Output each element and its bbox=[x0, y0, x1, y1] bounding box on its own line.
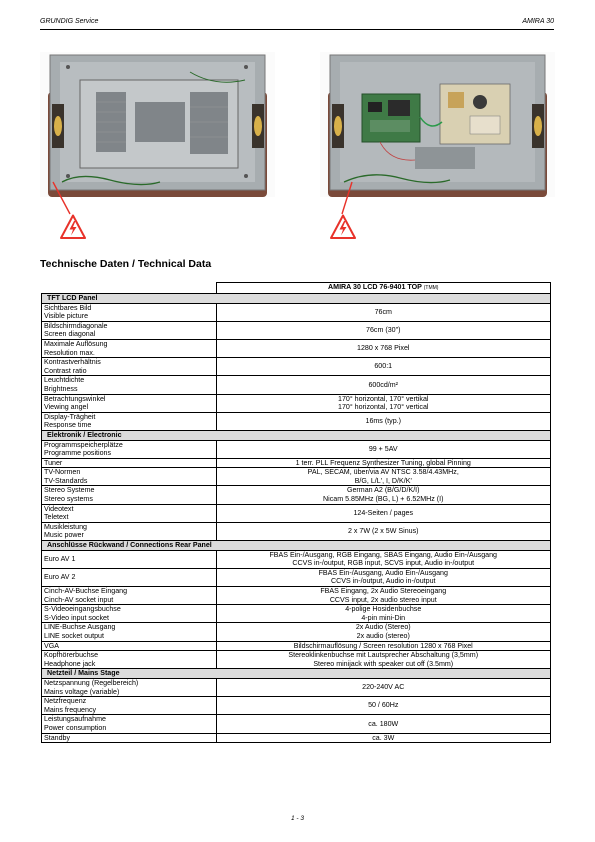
spec-value-line: 170° horizontal, 170° vertical bbox=[338, 403, 429, 412]
spec-row bbox=[42, 486, 551, 504]
spec-row bbox=[42, 504, 551, 522]
spec-value-line: Nicam 5.85MHz (BG, L) + 6.52MHz (I) bbox=[323, 495, 444, 504]
spec-label bbox=[42, 358, 217, 376]
section-header-row bbox=[42, 669, 551, 679]
spec-row bbox=[42, 651, 551, 669]
spec-value-line: 99 + 5AV bbox=[368, 444, 398, 453]
section-header-row bbox=[42, 541, 551, 551]
spec-label-line: Display-Trägheit bbox=[44, 412, 96, 421]
spec-value-line: FBAS Ein-/Ausgang, RGB Eingang, SBAS Eingang, Audio Ein-/Ausgang bbox=[269, 550, 498, 559]
spec-label-line: Music power bbox=[44, 531, 84, 540]
spec-row bbox=[42, 733, 551, 743]
spec-label-line: LINE socket output bbox=[44, 631, 104, 640]
spec-label-line: Tuner bbox=[44, 458, 63, 467]
spec-value bbox=[216, 522, 551, 540]
spec-label-line: Contrast ratio bbox=[44, 366, 87, 375]
spec-value bbox=[216, 697, 551, 715]
spec-value-line: 1280 x 768 Pixel bbox=[357, 344, 410, 353]
spec-value bbox=[216, 715, 551, 733]
spec-value-line: FBAS Eingang, 2x Audio Stereoeingang bbox=[320, 587, 447, 595]
spec-value bbox=[216, 651, 551, 669]
spec-label-line: TV-Normen bbox=[44, 468, 81, 477]
spec-label bbox=[42, 623, 217, 641]
spec-label-line: VGA bbox=[44, 641, 59, 650]
spec-label-line: Videotext bbox=[44, 504, 74, 513]
spec-value-line: Bildschirmauflösung / Screen resolution 1280 x 768 Pixel bbox=[293, 641, 473, 650]
spec-value-line: 2x Audio (Stereo) bbox=[355, 623, 411, 632]
section-title: Anschlüsse Rückwand / Connections Rear Panel bbox=[42, 541, 551, 551]
section-header-row bbox=[42, 430, 551, 440]
spec-row bbox=[42, 568, 551, 586]
spec-value bbox=[216, 550, 551, 568]
section-title: Netzteil / Mains Stage bbox=[42, 669, 551, 679]
spec-label bbox=[42, 568, 217, 586]
spec-value-line: 220-240V AC bbox=[362, 683, 405, 692]
spec-row bbox=[42, 394, 551, 412]
spec-label-line: Headphone jack bbox=[44, 659, 96, 668]
spec-label-line: LINE-Buchse Ausgang bbox=[44, 623, 116, 632]
high-voltage-warning-icon bbox=[330, 214, 356, 240]
spec-row bbox=[42, 358, 551, 376]
spec-label-line: Betrachtungswinkel bbox=[44, 394, 106, 403]
section-title: TFT LCD Panel bbox=[42, 294, 551, 304]
spec-label bbox=[42, 321, 217, 339]
technical-data-body bbox=[42, 283, 551, 743]
spec-row bbox=[42, 623, 551, 641]
spec-label bbox=[42, 641, 217, 651]
spec-label bbox=[42, 587, 217, 605]
spec-value bbox=[216, 339, 551, 357]
spec-label-line: S-Video input socket bbox=[44, 613, 109, 622]
spec-label-line: Netzfrequenz bbox=[44, 697, 87, 706]
spec-value-line: ca. 180W bbox=[368, 719, 399, 728]
spec-label bbox=[42, 303, 217, 321]
spec-value bbox=[216, 358, 551, 376]
spec-label bbox=[42, 605, 217, 623]
spec-value bbox=[216, 303, 551, 321]
spec-value-line: 600cd/m² bbox=[368, 380, 399, 389]
spec-label bbox=[42, 376, 217, 394]
spec-value-line: CCVS in-/output, Audio in-/output bbox=[331, 577, 436, 586]
spec-value-line: 16ms (typ.) bbox=[365, 417, 401, 426]
page-number: 1 - 3 bbox=[290, 815, 304, 822]
spec-row bbox=[42, 321, 551, 339]
spec-row bbox=[42, 440, 551, 458]
spec-label bbox=[42, 412, 217, 430]
spec-label-line: Standby bbox=[44, 733, 71, 742]
spec-label-line: Maximale Auflösung bbox=[44, 339, 108, 348]
spec-label bbox=[42, 394, 217, 412]
spec-row bbox=[42, 458, 551, 468]
spec-label-line: Resolution max. bbox=[44, 348, 95, 357]
spec-value bbox=[216, 641, 551, 651]
spec-label-line: Programmspeicherplätze bbox=[44, 440, 123, 449]
spec-value bbox=[216, 678, 551, 696]
model-header-row bbox=[42, 283, 551, 294]
spec-row bbox=[42, 339, 551, 357]
spec-value bbox=[216, 623, 551, 641]
spec-label bbox=[42, 651, 217, 669]
rear-view-photo-covered bbox=[40, 52, 275, 197]
spec-value bbox=[216, 458, 551, 468]
spec-label-line: Euro AV 1 bbox=[44, 554, 76, 563]
spec-value-line: 1 terr. PLL Frequenz Synthesizer Tuning, global Pinning bbox=[295, 458, 471, 467]
spec-value-line: 76cm (30") bbox=[366, 326, 401, 335]
spec-value bbox=[216, 468, 551, 486]
spec-value bbox=[216, 568, 551, 586]
spec-value-line: Stereo minijack with speaker cut off (3.5mm) bbox=[313, 659, 454, 668]
spec-label-line: Kopfhörerbuchse bbox=[44, 651, 99, 660]
spec-value bbox=[216, 605, 551, 623]
spec-label bbox=[42, 458, 217, 468]
spec-label-line: Cinch-AV-Buchse Eingang bbox=[44, 587, 128, 595]
spec-value-line: 124-Seiten / pages bbox=[353, 508, 414, 517]
header-rule bbox=[40, 29, 554, 30]
spec-label bbox=[42, 550, 217, 568]
spec-label-line: Musikleistung bbox=[44, 522, 87, 531]
spec-value bbox=[216, 376, 551, 394]
spec-row bbox=[42, 303, 551, 321]
technical-data-table bbox=[41, 282, 551, 743]
spec-label-line: Teletext bbox=[44, 513, 69, 522]
spec-row bbox=[42, 468, 551, 486]
spec-value-line: 600:1 bbox=[374, 362, 393, 371]
spec-label-line: Leuchtdichte bbox=[44, 376, 85, 385]
spec-value-line: 2 x 7W (2 x 5W Sinus) bbox=[347, 527, 419, 536]
spec-label-line: Netzspannung (Regelbereich) bbox=[44, 678, 139, 687]
spec-label-line: Brightness bbox=[44, 384, 78, 393]
spec-label bbox=[42, 678, 217, 696]
spec-value-line: ca. 3W bbox=[372, 733, 395, 742]
spec-label-line: Response time bbox=[44, 421, 92, 430]
spec-row bbox=[42, 376, 551, 394]
spec-label bbox=[42, 697, 217, 715]
spec-label-line: Screen diagonal bbox=[44, 330, 96, 339]
rear-view-photo-open bbox=[320, 52, 555, 197]
header-brand: GRUNDIG Service bbox=[40, 18, 99, 25]
spec-value-line: FBAS Ein-/Ausgang, Audio Ein-/Ausgang bbox=[318, 568, 448, 577]
spec-label-line: Programme positions bbox=[44, 449, 112, 458]
spec-row bbox=[42, 412, 551, 430]
spec-value-line: 4-pin mini-Din bbox=[361, 613, 406, 622]
spec-label-line: Bildschirmdiagonale bbox=[44, 321, 108, 330]
high-voltage-warning-icon bbox=[60, 214, 86, 240]
spec-label-line: Sichtbares Bild bbox=[44, 303, 92, 312]
spec-label-line: Stereo systems bbox=[44, 495, 93, 504]
spec-label-line: Mains frequency bbox=[44, 705, 97, 714]
spec-label bbox=[42, 468, 217, 486]
section-header-row bbox=[42, 294, 551, 304]
section-title: Elektronik / Electronic bbox=[42, 430, 551, 440]
spec-row bbox=[42, 678, 551, 696]
model-header-blank bbox=[42, 283, 217, 294]
spec-row bbox=[42, 715, 551, 733]
model-name: AMIRA 30 LCD 76-9401 TOP bbox=[328, 283, 422, 292]
spec-row bbox=[42, 550, 551, 568]
spec-value bbox=[216, 587, 551, 605]
spec-value-line: CCVS in-/output, RGB input, SCVS input, Audio in-/output bbox=[292, 559, 475, 568]
spec-value-line: PAL, SECAM, über/via AV NTSC 3.58/4.43MHz, bbox=[307, 468, 459, 477]
spec-label-line: Visible picture bbox=[44, 312, 89, 321]
spec-row bbox=[42, 697, 551, 715]
spec-value bbox=[216, 733, 551, 743]
spec-value-line: B/G, L/L', I, D/K/K' bbox=[354, 476, 412, 485]
header-model: AMIRA 30 bbox=[522, 18, 554, 25]
spec-row bbox=[42, 522, 551, 540]
spec-value-line: 4-polige Hosidenbuchse bbox=[345, 605, 422, 614]
spec-label-line: Kontrastverhältnis bbox=[44, 358, 101, 367]
spec-label-line: Stereo Systeme bbox=[44, 486, 95, 495]
spec-value bbox=[216, 504, 551, 522]
spec-value-line: 76cm bbox=[374, 307, 392, 316]
spec-label bbox=[42, 504, 217, 522]
spec-value bbox=[216, 412, 551, 430]
spec-label-line: Cinch-AV socket input bbox=[44, 595, 114, 604]
spec-value bbox=[216, 394, 551, 412]
spec-label-line: Euro AV 2 bbox=[44, 573, 76, 582]
spec-value bbox=[216, 321, 551, 339]
spec-label bbox=[42, 486, 217, 504]
spec-row bbox=[42, 587, 551, 605]
spec-label bbox=[42, 733, 217, 743]
spec-label bbox=[42, 715, 217, 733]
spec-label bbox=[42, 339, 217, 357]
spec-label bbox=[42, 522, 217, 540]
spec-value bbox=[216, 440, 551, 458]
spec-value-line: German A2 (B/G/D/K/I) bbox=[346, 486, 420, 495]
page-title: Technische Daten / Technical Data bbox=[40, 258, 212, 270]
spec-value-line: CCVS input, 2x audio stereo input bbox=[329, 595, 437, 604]
spec-value-line: 50 / 60Hz bbox=[368, 701, 399, 710]
spec-row bbox=[42, 641, 551, 651]
spec-label-line: Viewing angel bbox=[44, 403, 89, 412]
spec-label-line: Leistungsaufnahme bbox=[44, 715, 106, 724]
spec-label-line: S-Videoeingangsbuchse bbox=[44, 605, 121, 614]
model-header-cell bbox=[216, 283, 551, 294]
spec-label-line: TV-Standards bbox=[44, 476, 88, 485]
spec-label-line: Power consumption bbox=[44, 723, 107, 732]
spec-value bbox=[216, 486, 551, 504]
spec-label-line: Mains voltage (variable) bbox=[44, 687, 120, 696]
spec-value-line: 2x audio (stereo) bbox=[356, 631, 410, 640]
spec-label bbox=[42, 440, 217, 458]
model-code: (TMM) bbox=[423, 285, 439, 292]
spec-value-line: Stereoklinkenbuchse mit Lautsprecher Abschaltung (3,5mm) bbox=[288, 651, 479, 660]
spec-value-line: 170° horizontal, 170° vertikal bbox=[338, 394, 429, 403]
spec-row bbox=[42, 605, 551, 623]
